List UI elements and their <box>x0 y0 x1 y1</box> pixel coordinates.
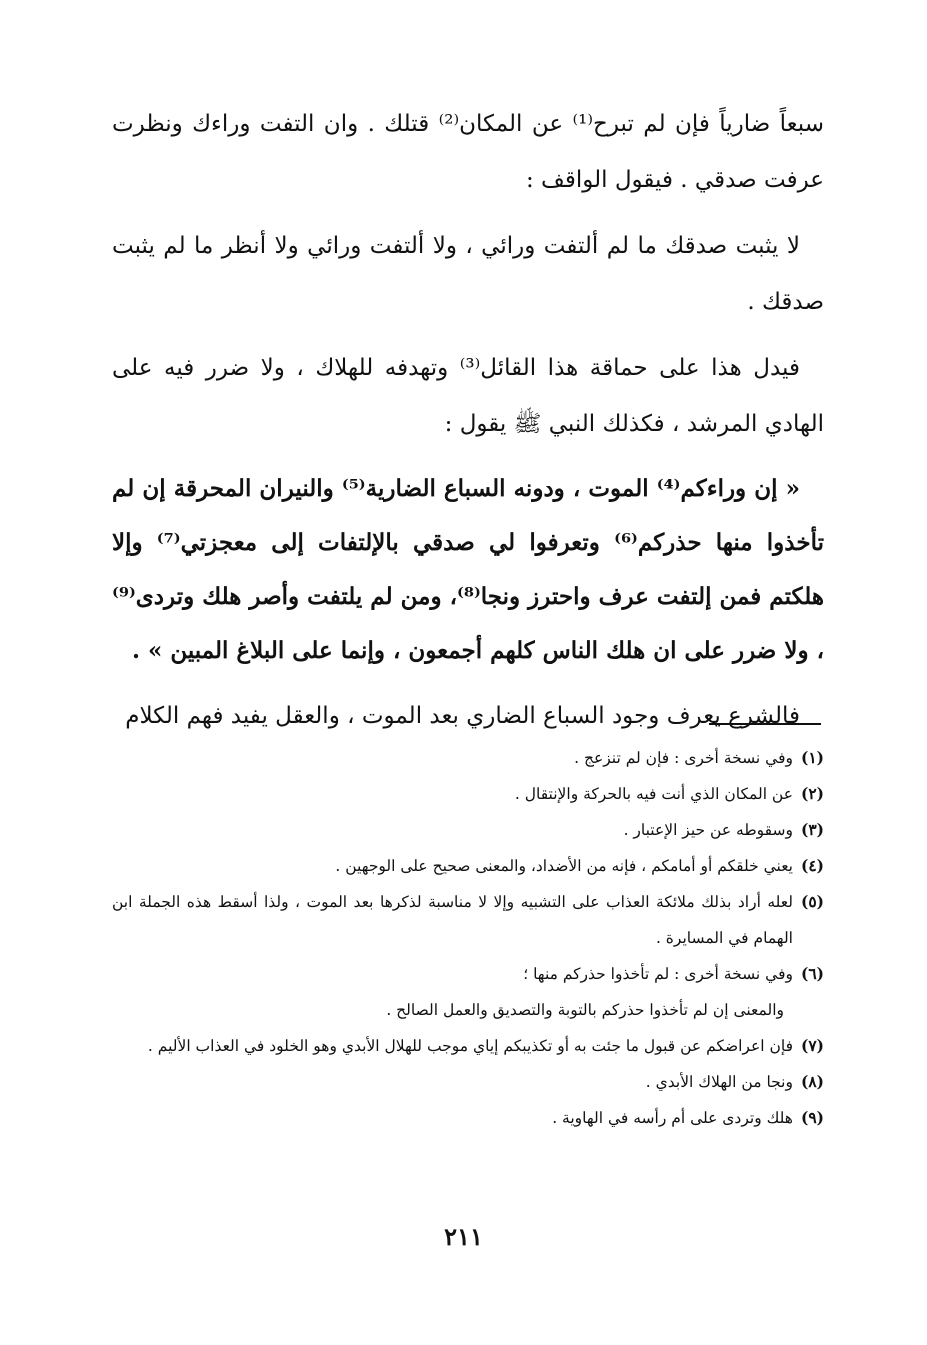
footnote-number: (٣) <box>800 820 824 839</box>
footnote <box>112 740 824 776</box>
footnote <box>112 1064 824 1100</box>
footnote-text: لعله أراد بذلك ملائكة العذاب على التشبيه وإلا لا مناسبة لذكرها بعد الموت ، ولذا أسقط هذه الجملة ابن الهمام في المسايرة . <box>112 893 793 947</box>
footnote-text: والمعنى إن لم تأخذوا حذركم بالتوبة والتصديق والعمل الصالح . <box>386 1001 784 1019</box>
footnote-number: (٥) <box>800 892 824 911</box>
footnote-number: (٢) <box>800 784 824 803</box>
footnotes <box>112 740 824 1136</box>
footnote <box>112 848 824 884</box>
footnote-text: فإن اعراضكم عن قبول ما جئت به أو تكذيبكم إياي موجب للهلال الأبدي وهو الخلود في العذاب الأليم . <box>147 1037 793 1055</box>
hadith-quote: « إن وراءكم⁽⁴⁾ الموت ، ودونه السباع الضارية⁽⁵⁾ والنيران المحرقة إن لم تأخذوا منها حذركم⁽⁶⁾ وتعرفوا لي صدقي بالإلتفات إلى معجزتي⁽⁷⁾ وإلا هلكتم فمن إلتفت عرف واحترز ونجا⁽⁸⁾، ومن لم يلتفت وأصر هلك وتردى⁽⁹⁾ ، ولا ضرر على ان هلك الناس كلهم أجمعون ، وإنما على البلاغ المبين » . <box>112 475 824 664</box>
paragraph: فيدل هذا على حماقة هذا القائل⁽³⁾ وتهدفه للهلاك ، ولا ضرر فيه على الهادي المرشد ، فكذلك النبي ﷺ يقول : <box>112 355 824 437</box>
footnote-text: هلك وتردى على أم رأسه في الهاوية . <box>552 1109 793 1127</box>
footnote-number: (٨) <box>800 1072 824 1091</box>
footnote-number: (٤) <box>800 856 824 875</box>
footnote <box>112 1028 824 1064</box>
footnote <box>112 956 824 992</box>
page-number: ٢١١ <box>444 1222 483 1251</box>
footnote-text: ونجا من الهلاك الأبدي . <box>645 1073 793 1091</box>
footnote-number: (١) <box>800 748 824 767</box>
footnote <box>112 1100 824 1136</box>
footnote-number: (٦) <box>800 964 824 983</box>
footnote-text: وفي نسخة أخرى : لم تأخذوا حذركم منها ؛ <box>523 965 793 983</box>
footnote-text: وفي نسخة أخرى : فإن لم تنزعج . <box>574 749 793 767</box>
footnote <box>112 884 824 956</box>
footnote <box>112 776 824 812</box>
paragraph: فالشرع يعرف وجود السباع الضاري بعد الموت ، والعقل يفيد فهم الكلام <box>125 703 800 729</box>
paragraph: لا يثبت صدقك ما لم ألتفت ورائي ، ولا ألتفت ورائي ولا أنظر ما لم يثبت صدقك . <box>112 233 824 315</box>
footnote-text: عن المكان الذي أنت فيه بالحركة والإنتقال . <box>514 785 793 803</box>
footnote-text: يعني خلقكم أو أمامكم ، فإنه من الأضداد، والمعنى صحيح على الوجهين . <box>335 857 793 875</box>
footnote-text: وسقوطه عن حيز الإعتبار . <box>623 821 793 839</box>
paragraph: سبعاً ضارياً فإن لم تبرح⁽¹⁾ عن المكان⁽²⁾ قتلك . وان التفت وراءك ونظرت عرفت صدقي . فيقول الواقف : <box>112 111 824 193</box>
main-text <box>112 96 824 754</box>
footnote-number: (٩) <box>800 1108 824 1127</box>
footnote-number: (٧) <box>800 1036 824 1055</box>
footnote <box>112 812 824 848</box>
footnote-separator <box>709 723 821 725</box>
footnote-continuation <box>112 992 824 1028</box>
